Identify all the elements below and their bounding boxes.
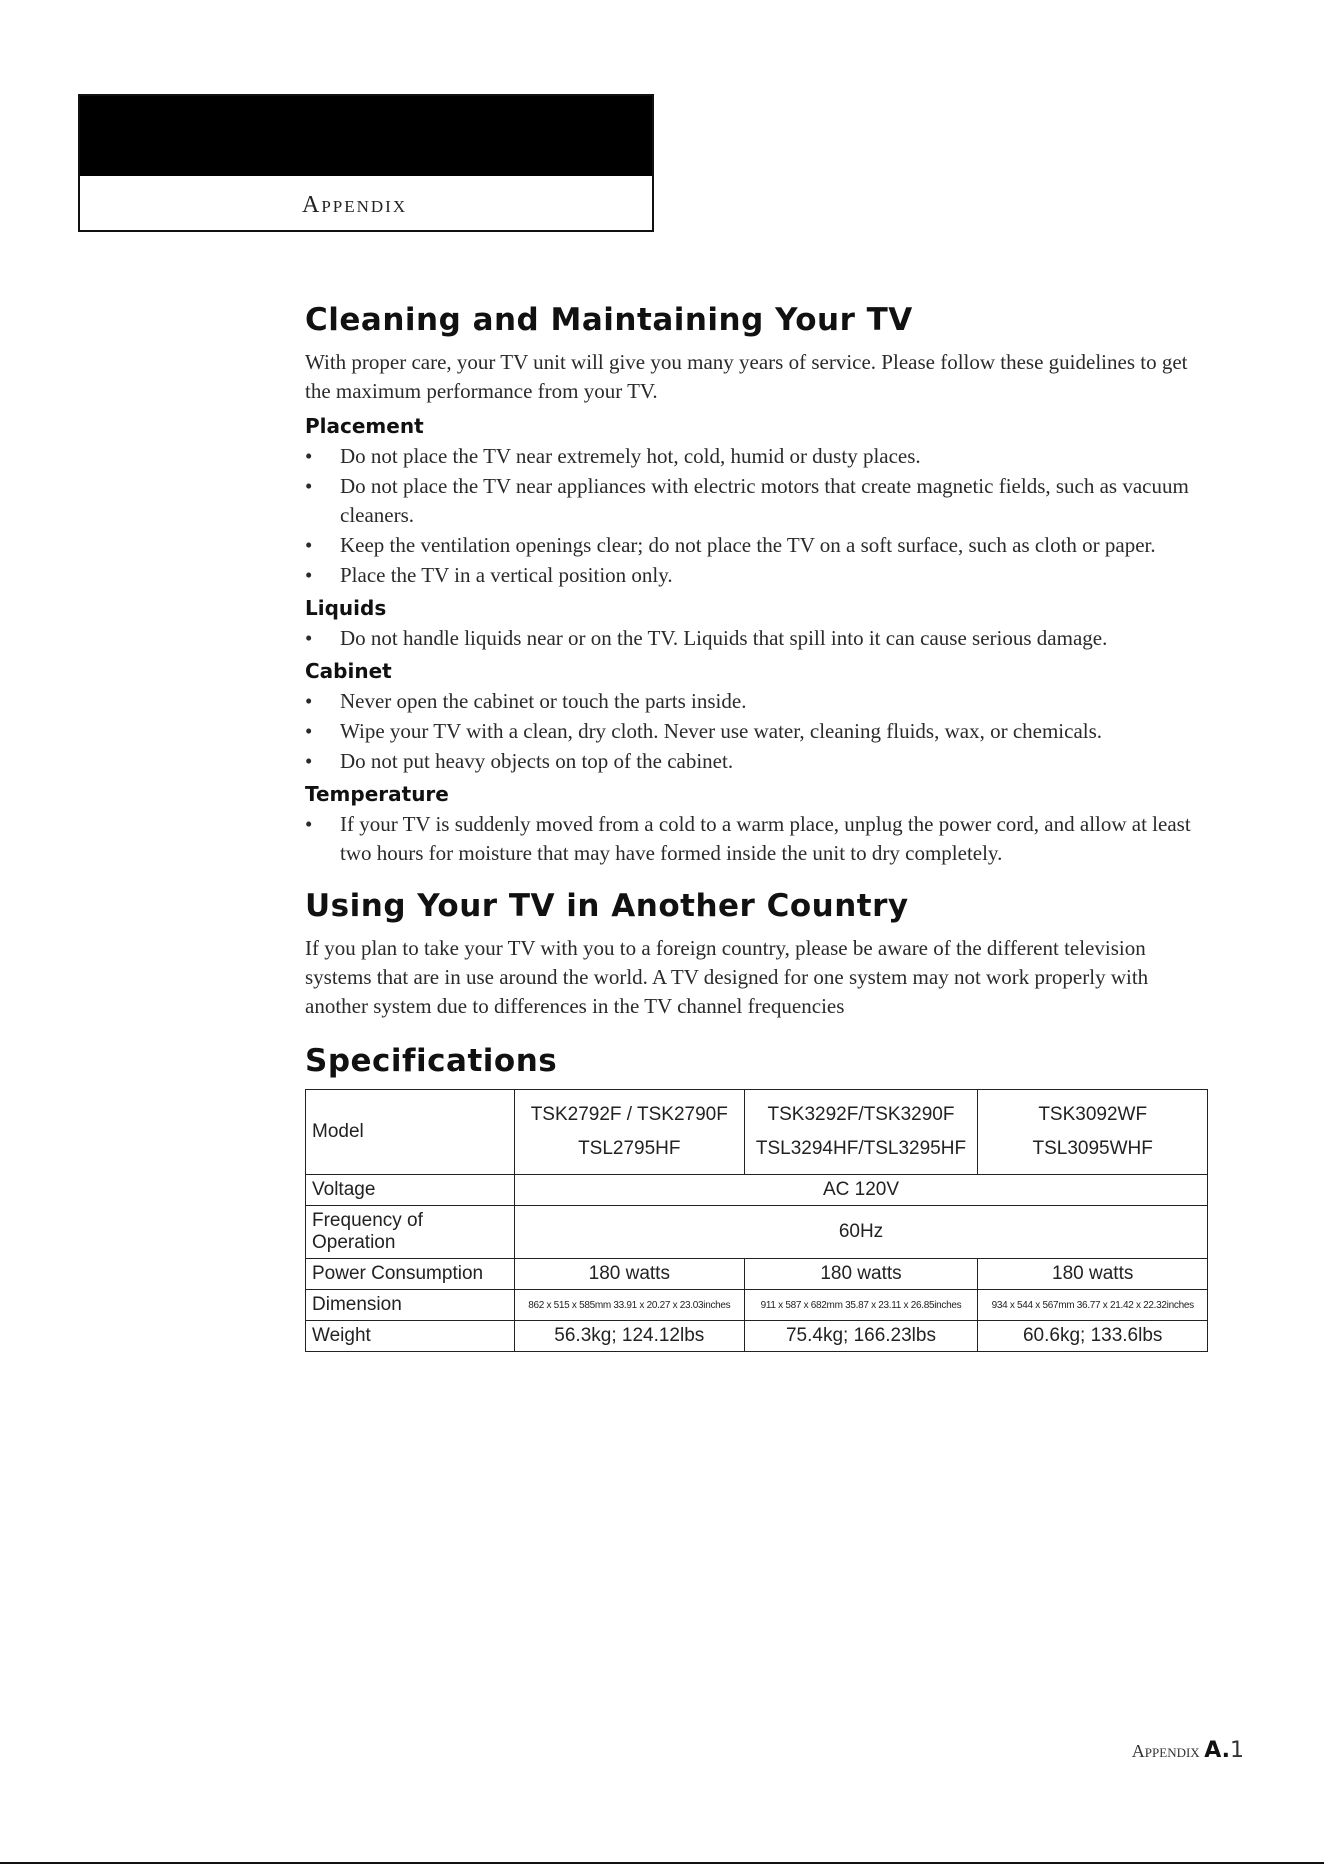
list-item-text: If your TV is suddenly moved from a cold to a warm place, unplug the power cord, and allow at least two hours for moisture that may have formed inside the unit to dry completely.: [340, 812, 1191, 865]
list-item: [305, 687, 1210, 716]
list-item-text: Place the TV in a vertical position only.: [340, 563, 673, 587]
table-row-voltage: [306, 1175, 1208, 1206]
table-cell-value: 180 watts: [978, 1259, 1208, 1290]
liquids-list: [305, 624, 1210, 653]
bullet-glyph: •: [305, 626, 313, 650]
bullet-glyph: •: [305, 444, 313, 468]
table-row-frequency: [306, 1206, 1208, 1259]
model-line: TSK2792F / TSK2790F: [530, 1104, 728, 1125]
placement-list: [305, 442, 1210, 590]
bullet-glyph: •: [305, 563, 313, 587]
cleaning-title: Cleaning and Maintaining Your TV: [305, 302, 913, 338]
footer-page-number: 1: [1230, 1738, 1244, 1763]
table-cell-value: 60Hz: [515, 1206, 1208, 1259]
country-body: If you plan to take your TV with you to a foreign country, please be aware of the different television systems that are in use around the world. A TV designed for one system may not work properly with another system due to differences in the TV channel frequencies: [305, 936, 1149, 1018]
footer-section-label: Appendix: [1131, 1741, 1200, 1761]
table-cell-label: Voltage: [306, 1175, 515, 1206]
model-line: TSL2795HF: [578, 1138, 681, 1159]
list-item-text: Keep the ventilation openings clear; do not place the TV on a soft surface, such as cloth or paper.: [340, 533, 1156, 557]
cabinet-list: [305, 687, 1210, 776]
bullet-glyph: •: [305, 689, 313, 713]
table-cell-model: [978, 1090, 1208, 1175]
bottom-rule: [0, 1862, 1324, 1864]
table-row-dimension: [306, 1290, 1208, 1321]
table-cell-value: 180 watts: [515, 1259, 745, 1290]
table-cell-value: 934 x 544 x 567mm 36.77 x 21.42 x 22.32inches: [978, 1290, 1208, 1321]
list-item: [305, 531, 1210, 560]
table-cell-value: 911 x 587 x 682mm 35.87 x 23.11 x 26.85inches: [744, 1290, 978, 1321]
footer-page-prefix: A.: [1204, 1738, 1230, 1763]
table-cell-value: 180 watts: [744, 1259, 978, 1290]
list-item-text: Never open the cabinet or touch the parts inside.: [340, 689, 747, 713]
table-cell-value: 75.4kg; 166.23lbs: [744, 1321, 978, 1352]
country-title: Using Your TV in Another Country: [305, 888, 909, 924]
table-cell-label: Weight: [306, 1321, 515, 1352]
list-item: [305, 624, 1210, 653]
table-cell-model: [744, 1090, 978, 1175]
header-section-label: Appendix: [302, 192, 408, 218]
table-cell-label: Dimension: [306, 1290, 515, 1321]
liquids-heading: Liquids: [305, 596, 387, 620]
table-cell-value: 56.3kg; 124.12lbs: [515, 1321, 745, 1352]
header-black-band: [80, 96, 652, 176]
cabinet-heading: Cabinet: [305, 659, 392, 683]
list-item-text: Do not place the TV near extremely hot, cold, humid or dusty places.: [340, 444, 921, 468]
temperature-list: [305, 810, 1210, 868]
list-item: [305, 561, 1210, 590]
placement-heading: Placement: [305, 414, 424, 438]
table-cell-model: [515, 1090, 745, 1175]
list-item: [305, 747, 1210, 776]
table-cell-value: AC 120V: [515, 1175, 1208, 1206]
specs-title: Specifications: [305, 1043, 558, 1079]
table-cell-label: Model: [306, 1090, 515, 1175]
page-content: [305, 302, 1210, 1352]
list-item-text: Do not handle liquids near or on the TV. Liquids that spill into it can cause serious damage.: [340, 626, 1108, 650]
bullet-glyph: •: [305, 749, 313, 773]
list-item: [305, 472, 1210, 530]
cleaning-intro: With proper care, your TV unit will give you many years of service. Please follow these guidelines to get the maximum performance from your TV.: [305, 350, 1188, 403]
list-item: [305, 442, 1210, 471]
table-row-weight: [306, 1321, 1208, 1352]
specifications-table: [305, 1089, 1208, 1352]
model-line: TSK3292F/TSK3290F: [767, 1104, 955, 1125]
bullet-glyph: •: [305, 533, 313, 557]
bullet-glyph: •: [305, 719, 313, 743]
table-cell-value: 862 x 515 x 585mm 33.91 x 20.27 x 23.03inches: [515, 1290, 745, 1321]
page-footer: [1132, 1738, 1244, 1763]
list-item: [305, 717, 1210, 746]
table-row-power: [306, 1259, 1208, 1290]
temperature-heading: Temperature: [305, 782, 449, 806]
appendix-header-box: [78, 94, 654, 232]
table-cell-label: Frequency of Operation: [306, 1206, 515, 1259]
list-item: [305, 810, 1210, 868]
bullet-glyph: •: [305, 474, 313, 498]
list-item-text: Do not place the TV near appliances with electric motors that create magnetic fields, such as vacuum cleaners.: [340, 474, 1189, 527]
model-line: TSL3095WHF: [1032, 1138, 1153, 1159]
bullet-glyph: •: [305, 812, 313, 836]
model-line: TSL3294HF/TSL3295HF: [755, 1138, 967, 1159]
table-cell-label: Power Consumption: [306, 1259, 515, 1290]
list-item-text: Wipe your TV with a clean, dry cloth. Never use water, cleaning fluids, wax, or chemicals.: [340, 719, 1103, 743]
table-cell-value: 60.6kg; 133.6lbs: [978, 1321, 1208, 1352]
table-row-model: [306, 1090, 1208, 1175]
model-line: TSK3092WF: [1038, 1104, 1148, 1125]
list-item-text: Do not put heavy objects on top of the cabinet.: [340, 749, 734, 773]
